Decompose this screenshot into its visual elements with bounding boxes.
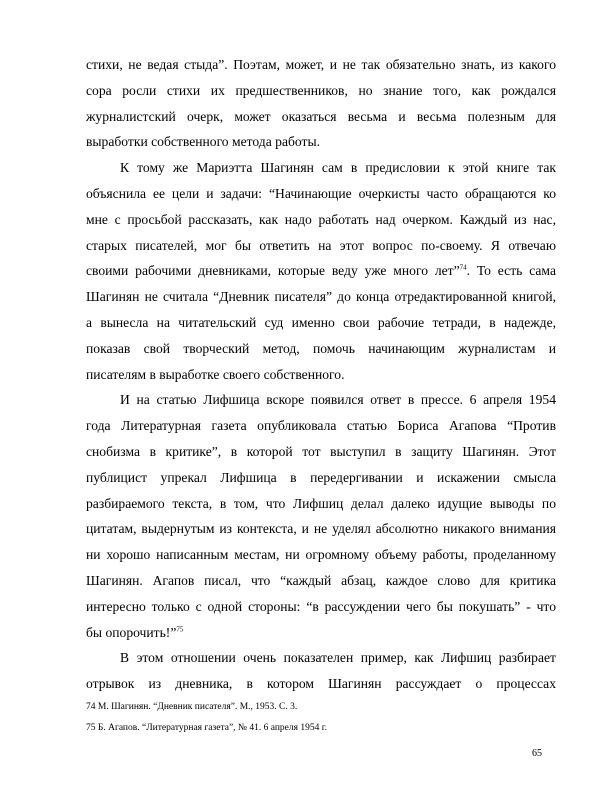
text-line: года Литературная газета опубликовала статью Бориса Агапова “Против [86, 418, 556, 434]
text-line: сора росли стихи их предшественников, но знание того, как рождался [86, 82, 556, 98]
text-line: писателям в выработке своего собственного. [86, 366, 345, 382]
paragraph-4 [86, 645, 556, 697]
footnote-ref-75: 75 [176, 625, 184, 633]
text-line: старых писателей, мог бы ответить на этот вопрос по-своему. Я отвечаю [86, 237, 556, 253]
text-line: стихи, не ведая стыда”. Поэтам, может, и не так обязательно знать, из какого [86, 57, 556, 72]
text-segment: своими рабочими дневниками, которые веду уже много лет” [86, 263, 460, 279]
text-segment: . То есть сама [466, 263, 556, 279]
footnotes [86, 697, 556, 739]
footnote-75: 75 Б. Агапов. “Литературная газета”, № 41. 6 апреля 1954 г. [86, 723, 327, 733]
text-line: цитатам, выдернутым из контекста, и не уделял абсолютно никакого внимания [86, 521, 556, 537]
text-line: объяснила ее цели и задачи: “Начинающие очеркисты часто обращаются ко [86, 185, 556, 201]
text-line: ни хорошо написанным местам, ни огромному объему работы, проделанному [86, 547, 556, 563]
text-segment: бы опорочить!” [86, 624, 177, 640]
paragraph-2 [86, 155, 556, 387]
text-line: К тому же Мариэтта Шагинян сам в предисловии к этой книге так [120, 160, 556, 176]
text-line: а вынесла на читательский суд именно свои рабочие тетради, в надежде, [86, 314, 556, 330]
text-line-with-footnote [86, 620, 556, 646]
text-line: снобизма в критике”, в которой тот выступил в защиту Шагинян. Этот [86, 443, 556, 459]
footnote-ref-74: 74 [459, 263, 467, 272]
text-line: показав свой творческий метод, помочь начинающим журналистам и [86, 340, 556, 356]
text-line: выработки собственного метода работы. [86, 134, 320, 150]
text-line-with-footnote [86, 258, 556, 284]
text-line: интересно только с одной стороны: “в рассуждении чего бы покушать” - что [86, 598, 556, 614]
text-line: журналистский очерк, может оказаться весьма и весьма полезным для [86, 108, 556, 124]
text-line: мне с просьбой рассказать, как надо работать над очерком. Каждый из нас, [86, 211, 556, 227]
footnote-74: 74 М. Шагинян. “Дневник писателя”. М., 1953. С. 3. [86, 702, 298, 712]
text-line: И на статью Лифшица вскоре появился ответ в прессе. 6 апреля 1954 [120, 392, 556, 408]
paragraph-3 [86, 387, 556, 645]
page-number: 65 [532, 748, 542, 759]
text-line: Шагинян. Агапов писал, что “каждый абзац, каждое слово для критика [86, 572, 556, 588]
text-line: разбираемого текста, в том, что Лифшиц делал далеко идущие выводы по [86, 495, 556, 511]
text-line: публицист упрекал Лифшица в передергивании и искажении смысла [86, 469, 556, 485]
page-body [86, 52, 556, 697]
paragraph-1 [86, 52, 556, 155]
text-line: Шагинян не считала “Дневник писателя” до конца отредактированной книгой, [86, 289, 556, 305]
text-line: отрывок из дневника, в котором Шагинян рассуждает о процессах [86, 676, 556, 692]
text-line: В этом отношении очень показателен пример, как Лифшиц разбирает [120, 650, 556, 666]
